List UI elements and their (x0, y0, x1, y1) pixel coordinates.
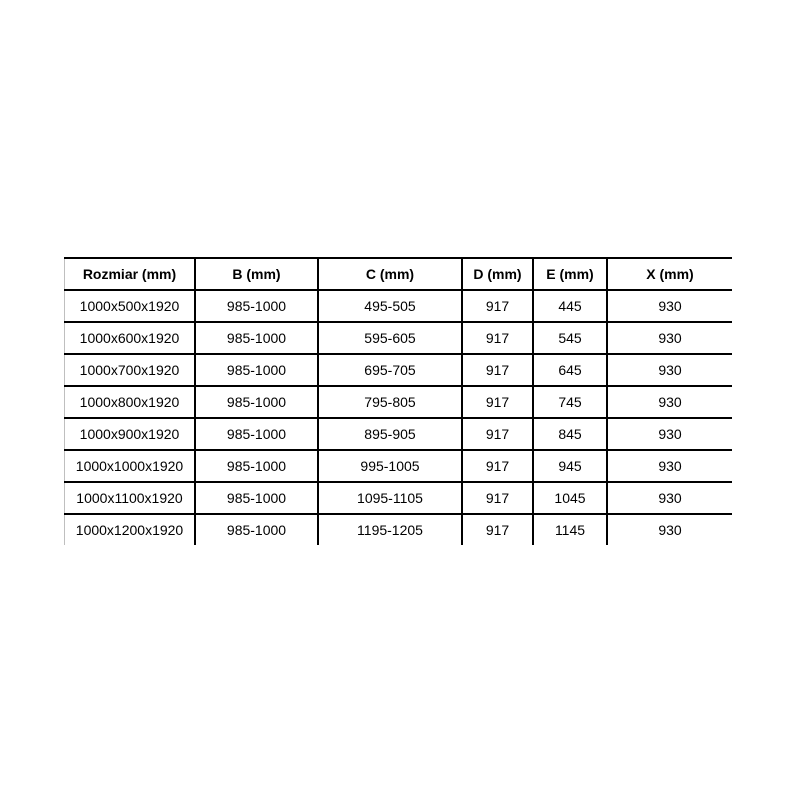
table-cell: 917 (462, 418, 533, 450)
table-cell: 930 (607, 450, 732, 482)
table-cell: 985-1000 (195, 418, 318, 450)
table-cell: 985-1000 (195, 386, 318, 418)
table-header-row (65, 258, 733, 290)
table-cell: 1000x500x1920 (65, 290, 196, 322)
column-header: X (mm) (607, 258, 732, 290)
table-cell: 1145 (533, 514, 607, 545)
table-cell: 1000x800x1920 (65, 386, 196, 418)
column-header: B (mm) (195, 258, 318, 290)
table-cell: 1195-1205 (318, 514, 462, 545)
table-row (65, 418, 733, 450)
table-cell: 917 (462, 354, 533, 386)
table-cell: 917 (462, 482, 533, 514)
table-cell: 1000x1200x1920 (65, 514, 196, 545)
table-row (65, 386, 733, 418)
column-header: D (mm) (462, 258, 533, 290)
table-head (65, 258, 733, 290)
table-cell: 745 (533, 386, 607, 418)
table-cell: 1045 (533, 482, 607, 514)
table-row (65, 514, 733, 545)
dimensions-table-container (64, 257, 732, 545)
table-cell: 930 (607, 482, 732, 514)
table-row (65, 322, 733, 354)
table-cell: 995-1005 (318, 450, 462, 482)
table-cell: 930 (607, 514, 732, 545)
table-cell: 545 (533, 322, 607, 354)
table-cell: 930 (607, 290, 732, 322)
table-cell: 985-1000 (195, 354, 318, 386)
table-cell: 930 (607, 354, 732, 386)
table-cell: 1095-1105 (318, 482, 462, 514)
table-cell: 595-605 (318, 322, 462, 354)
table-cell: 795-805 (318, 386, 462, 418)
table-cell: 445 (533, 290, 607, 322)
table-cell: 495-505 (318, 290, 462, 322)
table-cell: 985-1000 (195, 514, 318, 545)
table-cell: 985-1000 (195, 450, 318, 482)
table-cell: 695-705 (318, 354, 462, 386)
table-cell: 1000x1000x1920 (65, 450, 196, 482)
table-cell: 1000x600x1920 (65, 322, 196, 354)
table-row (65, 450, 733, 482)
table-row (65, 482, 733, 514)
column-header: Rozmiar (mm) (65, 258, 196, 290)
table-cell: 917 (462, 514, 533, 545)
table-cell: 917 (462, 290, 533, 322)
table-cell: 985-1000 (195, 482, 318, 514)
table-cell: 985-1000 (195, 322, 318, 354)
table-body (65, 290, 733, 545)
table-row (65, 354, 733, 386)
table-cell: 917 (462, 450, 533, 482)
table-cell: 930 (607, 418, 732, 450)
table-cell: 930 (607, 386, 732, 418)
dimensions-table (64, 257, 732, 545)
table-cell: 895-905 (318, 418, 462, 450)
table-cell: 845 (533, 418, 607, 450)
table-cell: 1000x700x1920 (65, 354, 196, 386)
table-cell: 930 (607, 322, 732, 354)
table-cell: 1000x900x1920 (65, 418, 196, 450)
table-cell: 1000x1100x1920 (65, 482, 196, 514)
table-cell: 945 (533, 450, 607, 482)
table-cell: 917 (462, 386, 533, 418)
column-header: C (mm) (318, 258, 462, 290)
table-cell: 645 (533, 354, 607, 386)
table-cell: 985-1000 (195, 290, 318, 322)
table-row (65, 290, 733, 322)
column-header: E (mm) (533, 258, 607, 290)
table-cell: 917 (462, 322, 533, 354)
